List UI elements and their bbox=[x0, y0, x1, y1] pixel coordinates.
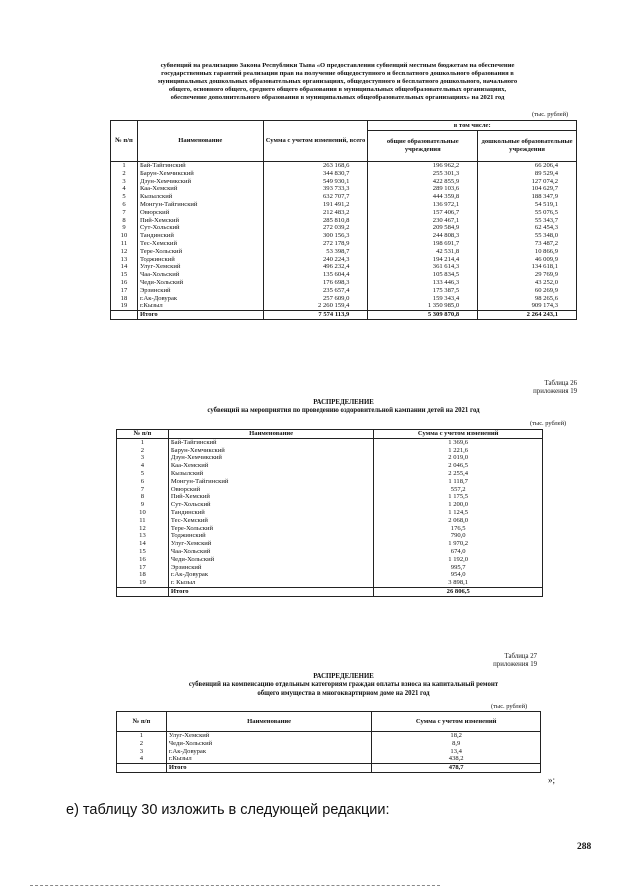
table-row bbox=[117, 462, 543, 470]
row-value: 136 972,1 bbox=[368, 201, 478, 209]
table-row bbox=[111, 302, 577, 310]
total-num bbox=[117, 764, 167, 773]
row-value: 438,2 bbox=[372, 755, 541, 763]
heading-line: муниципальных дошкольных образовательных организациях, общедоступного и бесплатного дошкольного, начального bbox=[157, 78, 518, 86]
row-number: 16 bbox=[117, 556, 169, 564]
row-value: 176 698,3 bbox=[263, 279, 368, 287]
row-district: Чаа-Хольский bbox=[168, 548, 374, 556]
heading-line: государственных гарантий реализации прав на получение общедоступного и бесплатного дошкольного образования в bbox=[161, 70, 514, 78]
row-value: 212 483,2 bbox=[263, 209, 368, 217]
row-number: 13 bbox=[117, 532, 169, 540]
table-row bbox=[111, 224, 577, 232]
row-value: 2 068,0 bbox=[374, 517, 543, 525]
col-name-header: Наименование bbox=[166, 712, 372, 732]
row-district: Дзун-Хемчикский bbox=[137, 178, 263, 186]
row-district: Кызылский bbox=[168, 470, 374, 478]
row-number: 7 bbox=[117, 486, 169, 494]
table-row bbox=[117, 740, 541, 748]
table-row bbox=[111, 240, 577, 248]
row-value: 361 614,3 bbox=[368, 263, 478, 271]
row-district: Улуг-Хемский bbox=[166, 732, 372, 740]
col-general-header: общие образовательные учреждения bbox=[368, 131, 478, 162]
table26-unit: (тыс. рублей) bbox=[530, 420, 567, 427]
row-number: 14 bbox=[111, 263, 138, 271]
row-district: Монгун-Тайгинский bbox=[168, 478, 374, 486]
row-district: г.Ак-Довурак bbox=[168, 571, 374, 579]
table-row bbox=[117, 438, 543, 446]
table-total-row bbox=[117, 587, 543, 596]
row-district: Чеди-Хольский bbox=[168, 556, 374, 564]
row-district: г. Кызыл bbox=[168, 579, 374, 587]
row-value: 54 519,1 bbox=[478, 201, 577, 209]
row-district: Улуг-Хемский bbox=[168, 540, 374, 548]
total-preschool: 2 264 243,1 bbox=[478, 311, 577, 320]
row-district: Барун-Хемчикский bbox=[168, 447, 374, 455]
row-number: 5 bbox=[111, 193, 138, 201]
table-row bbox=[117, 493, 543, 501]
table-row bbox=[117, 748, 541, 756]
total-label: Итого bbox=[166, 764, 372, 773]
row-value: 257 609,0 bbox=[263, 295, 368, 303]
page-number: 288 bbox=[577, 842, 592, 852]
row-value: 263 168,6 bbox=[263, 162, 368, 170]
row-number: 5 bbox=[117, 470, 169, 478]
row-value: 157 406,7 bbox=[368, 209, 478, 217]
table-row bbox=[111, 256, 577, 264]
row-number: 4 bbox=[111, 185, 138, 193]
table-row bbox=[117, 556, 543, 564]
total-num bbox=[111, 311, 138, 320]
row-district: г.Кызыл bbox=[166, 755, 372, 763]
row-value: 29 769,9 bbox=[478, 271, 577, 279]
table-row bbox=[117, 571, 543, 579]
row-number: 16 bbox=[111, 279, 138, 287]
row-value: 2 046,5 bbox=[374, 462, 543, 470]
table-row bbox=[111, 170, 577, 178]
row-value: 8,9 bbox=[372, 740, 541, 748]
heading-line: общего, основного общего, среднего общего образования в муниципальных общеобразовательных организациях, bbox=[168, 86, 507, 94]
row-number: 7 bbox=[111, 209, 138, 217]
row-district: Тоджинский bbox=[137, 256, 263, 264]
row-value: 272 178,9 bbox=[263, 240, 368, 248]
table-row bbox=[117, 447, 543, 455]
row-number: 15 bbox=[117, 548, 169, 556]
row-value: 196 962,2 bbox=[368, 162, 478, 170]
table-row bbox=[117, 501, 543, 509]
row-value: 1 200,0 bbox=[374, 501, 543, 509]
row-number: 9 bbox=[111, 224, 138, 232]
row-value: 344 830,7 bbox=[263, 170, 368, 178]
row-value: 194 214,4 bbox=[368, 256, 478, 264]
row-district: Эрзинский bbox=[137, 287, 263, 295]
row-district: Сут-Хольский bbox=[168, 501, 374, 509]
row-value: 995,7 bbox=[374, 564, 543, 572]
row-value: 134 618,1 bbox=[478, 263, 577, 271]
row-value: 104 629,7 bbox=[478, 185, 577, 193]
row-value: 10 866,9 bbox=[478, 248, 577, 256]
table-row bbox=[111, 287, 577, 295]
table-row bbox=[111, 217, 577, 225]
row-value: 444 359,8 bbox=[368, 193, 478, 201]
row-value: 3 898,1 bbox=[374, 579, 543, 587]
table-row bbox=[117, 478, 543, 486]
row-value: 1 124,5 bbox=[374, 509, 543, 517]
row-number: 1 bbox=[111, 162, 138, 170]
col-name-header: Наименование bbox=[168, 430, 374, 439]
row-value: 1 175,5 bbox=[374, 493, 543, 501]
amendment-text: е) таблицу 30 изложить в следующей редакции: bbox=[66, 802, 390, 818]
row-value: 549 930,1 bbox=[263, 178, 368, 186]
table-row bbox=[111, 271, 577, 279]
table-row bbox=[111, 263, 577, 271]
row-number: 8 bbox=[117, 493, 169, 501]
row-district: Кызылский bbox=[137, 193, 263, 201]
row-value: 66 206,4 bbox=[478, 162, 577, 170]
row-number: 12 bbox=[111, 248, 138, 256]
row-number: 1 bbox=[117, 438, 169, 446]
row-number: 4 bbox=[117, 755, 167, 763]
table-row bbox=[111, 193, 577, 201]
row-value: 176,5 bbox=[374, 525, 543, 533]
row-value: 53 398,7 bbox=[263, 248, 368, 256]
row-value: 235 657,4 bbox=[263, 287, 368, 295]
table-row bbox=[117, 548, 543, 556]
row-number: 15 bbox=[111, 271, 138, 279]
row-value: 632 707,7 bbox=[263, 193, 368, 201]
row-number: 10 bbox=[117, 509, 169, 517]
table26-caption bbox=[460, 380, 577, 396]
table-row bbox=[117, 454, 543, 462]
row-number: 2 bbox=[117, 447, 169, 455]
total-sum: 26 806,5 bbox=[374, 587, 543, 596]
row-value: 2 019,0 bbox=[374, 454, 543, 462]
table27-unit: (тыс. рублей) bbox=[491, 703, 528, 710]
row-district: Каа-Хемский bbox=[137, 185, 263, 193]
row-value: 46 009,9 bbox=[478, 256, 577, 264]
table25-unit: (тыс. рублей) bbox=[532, 111, 569, 118]
table27-title-block bbox=[110, 673, 577, 698]
total-label: Итого bbox=[137, 311, 263, 320]
col-sum-header: Сумма с учетом изменений, всего bbox=[263, 121, 368, 162]
table27-subtitle: общего имущества в многоквартирном доме на 2021 год bbox=[257, 689, 430, 697]
row-district: Чеди-Хольский bbox=[137, 279, 263, 287]
row-value: 62 454,3 bbox=[478, 224, 577, 232]
row-district: Монгун-Тайгинский bbox=[137, 201, 263, 209]
col-num-header: № п/п bbox=[111, 121, 138, 162]
row-number: 11 bbox=[117, 517, 169, 525]
row-value: 18,2 bbox=[372, 732, 541, 740]
table-row bbox=[117, 579, 543, 587]
table27-title: РАСПРЕДЕЛЕНИЕ bbox=[313, 673, 374, 680]
row-number: 3 bbox=[117, 454, 169, 462]
row-value: 159 343,4 bbox=[368, 295, 478, 303]
table26-subtitle: субвенций на мероприятия по проведению оздоровительной кампании детей на 2021 год bbox=[207, 407, 480, 415]
row-value: 422 855,9 bbox=[368, 178, 478, 186]
row-value: 790,0 bbox=[374, 532, 543, 540]
row-value: 954,0 bbox=[374, 571, 543, 579]
caption-line: приложения 19 bbox=[493, 661, 537, 669]
row-number: 17 bbox=[117, 564, 169, 572]
row-value: 1 369,6 bbox=[374, 438, 543, 446]
col-preschool-header: дошкольные образовательные учреждения bbox=[478, 131, 577, 162]
row-district: г.Ак-Довурак bbox=[137, 295, 263, 303]
table-total-row bbox=[117, 764, 541, 773]
table-row bbox=[117, 564, 543, 572]
row-number: 12 bbox=[117, 525, 169, 533]
row-district: Тандинский bbox=[168, 509, 374, 517]
row-number: 13 bbox=[111, 256, 138, 264]
row-value: 55 348,0 bbox=[478, 232, 577, 240]
table26-title: РАСПРЕДЕЛЕНИЕ bbox=[313, 399, 374, 406]
row-number: 3 bbox=[111, 178, 138, 186]
table27-subtitle: субвенций на компенсацию отдельным категориям граждан оплаты взноса на капитальный ремонт bbox=[188, 681, 499, 689]
row-value: 2 255,4 bbox=[374, 470, 543, 478]
row-district: Каа-Хемский bbox=[168, 462, 374, 470]
row-district: Пий-Хемский bbox=[137, 217, 263, 225]
caption-line: Таблица 26 bbox=[544, 380, 577, 387]
table25 bbox=[110, 120, 577, 320]
row-district: г.Кызыл bbox=[137, 302, 263, 310]
row-number: 19 bbox=[111, 302, 138, 310]
col-sum-header: Сумма с учетом изменений bbox=[372, 712, 541, 732]
row-number: 1 bbox=[117, 732, 167, 740]
table-row bbox=[111, 248, 577, 256]
row-value: 393 733,3 bbox=[263, 185, 368, 193]
table-row bbox=[117, 755, 541, 763]
row-number: 10 bbox=[111, 232, 138, 240]
row-number: 11 bbox=[111, 240, 138, 248]
row-value: 43 252,0 bbox=[478, 279, 577, 287]
row-value: 13,4 bbox=[372, 748, 541, 756]
table-row bbox=[117, 470, 543, 478]
row-district: Овюрский bbox=[137, 209, 263, 217]
row-number: 8 bbox=[111, 217, 138, 225]
col-including-header: в том числе: bbox=[368, 121, 577, 131]
row-value: 300 156,3 bbox=[263, 232, 368, 240]
row-district: Пий-Хемский bbox=[168, 493, 374, 501]
row-district: Барун-Хемчикский bbox=[137, 170, 263, 178]
row-district: Тес-Хемский bbox=[168, 517, 374, 525]
row-district: Чеди-Хольский bbox=[166, 740, 372, 748]
table-row bbox=[111, 232, 577, 240]
table-row bbox=[117, 517, 543, 525]
closing-quote-mark: »; bbox=[548, 775, 556, 785]
heading-line: обеспечение дополнительного образования в муниципальных общеобразовательных организациях» на 2021 год bbox=[170, 94, 505, 102]
table-row bbox=[117, 509, 543, 517]
row-value: 175 387,5 bbox=[368, 287, 478, 295]
row-value: 230 467,1 bbox=[368, 217, 478, 225]
row-district: г.Ак-Довурак bbox=[166, 748, 372, 756]
row-district: Тере-Хольский bbox=[168, 525, 374, 533]
row-value: 191 491,2 bbox=[263, 201, 368, 209]
row-value: 55 076,5 bbox=[478, 209, 577, 217]
table-row bbox=[117, 732, 541, 740]
table-row bbox=[111, 209, 577, 217]
row-number: 6 bbox=[117, 478, 169, 486]
row-number: 14 bbox=[117, 540, 169, 548]
table25-heading bbox=[100, 62, 575, 102]
row-district: Овюрский bbox=[168, 486, 374, 494]
row-value: 1 221,6 bbox=[374, 447, 543, 455]
table-row bbox=[117, 532, 543, 540]
table-row bbox=[111, 178, 577, 186]
row-value: 289 103,6 bbox=[368, 185, 478, 193]
row-value: 244 808,3 bbox=[368, 232, 478, 240]
col-sum-header: Сумма с учетом изменений bbox=[374, 430, 543, 439]
row-district: Сут-Хольский bbox=[137, 224, 263, 232]
row-number: 4 bbox=[117, 462, 169, 470]
row-district: Улуг-Хемский bbox=[137, 263, 263, 271]
col-name-header: Наименование bbox=[137, 121, 263, 162]
caption-line: Таблица 27 bbox=[504, 653, 537, 660]
row-number: 3 bbox=[117, 748, 167, 756]
table-row bbox=[111, 185, 577, 193]
row-number: 9 bbox=[117, 501, 169, 509]
total-general: 5 309 870,8 bbox=[368, 311, 478, 320]
row-value: 909 174,3 bbox=[478, 302, 577, 310]
total-label: Итого bbox=[168, 587, 374, 596]
row-value: 55 343,7 bbox=[478, 217, 577, 225]
table-row bbox=[111, 162, 577, 170]
row-value: 240 224,3 bbox=[263, 256, 368, 264]
row-value: 272 039,2 bbox=[263, 224, 368, 232]
row-value: 255 301,3 bbox=[368, 170, 478, 178]
col-num-header: № п/п bbox=[117, 430, 169, 439]
total-num bbox=[117, 587, 169, 596]
row-value: 98 265,6 bbox=[478, 295, 577, 303]
row-district: Дзун-Хемчикский bbox=[168, 454, 374, 462]
row-number: 6 bbox=[111, 201, 138, 209]
heading-line: субвенций на реализацию Закона Республики Тыва «О предоставлении субвенций местным бюджетам на обеспечение bbox=[160, 62, 515, 69]
caption-line: приложения 19 bbox=[533, 388, 577, 396]
table-row bbox=[111, 201, 577, 209]
col-num-header: № п/п bbox=[117, 712, 167, 732]
row-number: 18 bbox=[111, 295, 138, 303]
row-value: 1 192,0 bbox=[374, 556, 543, 564]
row-number: 18 bbox=[117, 571, 169, 579]
row-value: 674,0 bbox=[374, 548, 543, 556]
row-value: 285 810,8 bbox=[263, 217, 368, 225]
row-district: Бай-Тайгинский bbox=[137, 162, 263, 170]
row-value: 1 970,2 bbox=[374, 540, 543, 548]
row-value: 105 834,5 bbox=[368, 271, 478, 279]
table-row bbox=[117, 486, 543, 494]
row-number: 17 bbox=[111, 287, 138, 295]
table26-title-block bbox=[110, 399, 577, 416]
row-value: 1 118,7 bbox=[374, 478, 543, 486]
row-district: Тандинский bbox=[137, 232, 263, 240]
row-value: 188 347,9 bbox=[478, 193, 577, 201]
row-value: 1 350 985,0 bbox=[368, 302, 478, 310]
table27 bbox=[116, 711, 541, 773]
table-row bbox=[117, 525, 543, 533]
row-district: Бай-Тайгинский bbox=[168, 438, 374, 446]
row-value: 135 604,4 bbox=[263, 271, 368, 279]
row-value: 89 529,4 bbox=[478, 170, 577, 178]
table27-caption bbox=[420, 653, 537, 669]
table-total-row bbox=[111, 311, 577, 320]
bottom-divider bbox=[30, 885, 440, 886]
row-value: 2 260 159,4 bbox=[263, 302, 368, 310]
row-value: 496 232,4 bbox=[263, 263, 368, 271]
row-value: 73 487,2 bbox=[478, 240, 577, 248]
row-number: 19 bbox=[117, 579, 169, 587]
row-district: Тере-Хольский bbox=[137, 248, 263, 256]
row-value: 198 691,7 bbox=[368, 240, 478, 248]
row-district: Тес-Хемский bbox=[137, 240, 263, 248]
table-row bbox=[117, 540, 543, 548]
total-sum: 478,7 bbox=[372, 764, 541, 773]
row-value: 60 269,9 bbox=[478, 287, 577, 295]
total-sum: 7 574 113,9 bbox=[263, 311, 368, 320]
row-number: 2 bbox=[117, 740, 167, 748]
row-value: 133 446,3 bbox=[368, 279, 478, 287]
row-district: Тоджинский bbox=[168, 532, 374, 540]
row-value: 42 531,8 bbox=[368, 248, 478, 256]
row-number: 2 bbox=[111, 170, 138, 178]
row-value: 209 584,9 bbox=[368, 224, 478, 232]
row-district: Эрзинский bbox=[168, 564, 374, 572]
row-value: 557,2 bbox=[374, 486, 543, 494]
row-value: 127 074,2 bbox=[478, 178, 577, 186]
table-row bbox=[111, 295, 577, 303]
table-row bbox=[111, 279, 577, 287]
table26 bbox=[116, 429, 543, 597]
row-district: Чаа-Хольский bbox=[137, 271, 263, 279]
